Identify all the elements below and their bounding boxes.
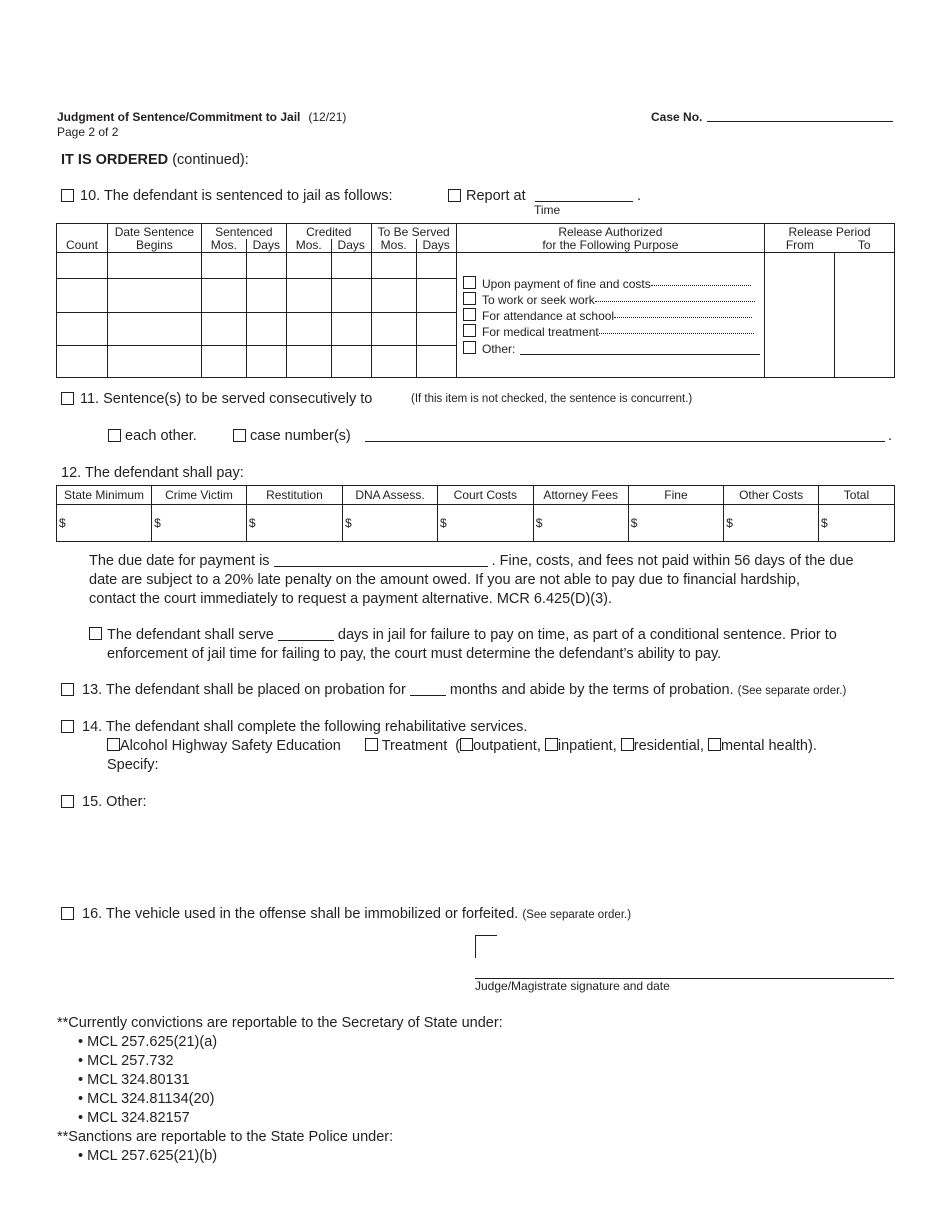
purpose-other-checkbox[interactable] xyxy=(463,341,476,354)
pay-amount-cell[interactable]: $ xyxy=(533,505,628,542)
page-number: Page 2 of 2 xyxy=(57,125,119,139)
conditional-jail-text: The defendant shall serve days in jail for failure to pay on time, as part of a conditional sentence. Prior to enforcement of jail time for failing to pay, the court must determine the defendant’s ability to pay. xyxy=(107,627,837,662)
each-other-checkbox[interactable] xyxy=(108,429,121,442)
bullet: • xyxy=(78,1091,84,1107)
mcl-reference xyxy=(57,1052,503,1071)
conditional-jail-checkbox[interactable] xyxy=(89,627,102,640)
form-title: Judgment of Sentence/Commitment to Jail (12/21) xyxy=(57,110,347,124)
pay-col-fine: Fine xyxy=(628,486,724,505)
served-mos-cell[interactable] xyxy=(371,346,416,378)
pay-amount-cell[interactable]: $ xyxy=(437,505,533,542)
served-days-cell[interactable] xyxy=(416,313,456,346)
purpose-work-checkbox[interactable] xyxy=(463,292,476,305)
due-date-paragraph: The due date for payment is . Fine, costs, and fees not paid within 56 days of the due date are subject to a 20% late penalty on the amount owed. If you are not able to pay due to financial hardship, contact the court immediately to request a payment alternative. MCR 6.425(D)(3). xyxy=(89,553,854,607)
inpatient-checkbox[interactable] xyxy=(545,738,558,751)
pay-col-attorney-fees: Attorney Fees xyxy=(533,486,628,505)
item10-checkbox[interactable] xyxy=(61,189,74,202)
purpose-other: Other: xyxy=(463,341,760,356)
signature-corner-mark xyxy=(475,935,497,936)
case-numbers-period: . xyxy=(888,428,893,444)
mental-health-checkbox[interactable] xyxy=(708,738,721,751)
pay-amount-cell[interactable]: $ xyxy=(57,505,152,542)
pay-amount-cell[interactable]: $ xyxy=(628,505,724,542)
sentenced-mos-cell[interactable] xyxy=(201,346,246,378)
item14-options: Alcohol Highway Safety Education Treatment ( outpatient, inpatient, residential, mental health). xyxy=(107,738,817,754)
sentenced-mos-cell[interactable] xyxy=(201,279,246,313)
specify-label: Specify: xyxy=(107,757,159,773)
purpose-school-checkbox[interactable] xyxy=(463,308,476,321)
count-cell[interactable] xyxy=(57,346,108,378)
sentenced-mos-cell[interactable] xyxy=(201,253,246,279)
alcohol-checkbox[interactable] xyxy=(107,738,120,751)
credited-mos-cell[interactable] xyxy=(286,279,331,313)
signature-label: Judge/Magistrate signature and date xyxy=(475,979,670,993)
date-cell[interactable] xyxy=(107,346,201,378)
item13-checkbox[interactable] xyxy=(61,683,74,696)
sentenced-mos-cell[interactable] xyxy=(201,313,246,346)
pay-amount-cell[interactable]: $ xyxy=(818,505,894,542)
purpose-medical-checkbox[interactable] xyxy=(463,324,476,337)
bullet: • xyxy=(78,1072,84,1088)
mcl-reference xyxy=(57,1090,503,1109)
pay-col-other-costs: Other Costs xyxy=(724,486,819,505)
item10-text: 10. The defendant is sentenced to jail as follows: xyxy=(80,188,393,204)
date-cell[interactable] xyxy=(107,313,201,346)
purpose-other-field[interactable] xyxy=(520,354,760,355)
mcl-text: MCL 324.81134(20) xyxy=(87,1091,215,1107)
purpose-work: To work or seek work xyxy=(463,292,755,307)
purpose-school: For attendance at school xyxy=(463,308,752,323)
item14-checkbox[interactable] xyxy=(61,720,74,733)
pay-col-restitution: Restitution xyxy=(246,486,342,505)
credited-mos-cell[interactable] xyxy=(286,313,331,346)
item13-text: 13. The defendant shall be placed on probation for months and abide by the terms of probation. (See separate order.) xyxy=(82,682,847,698)
form-date: (12/21) xyxy=(308,110,347,124)
report-at-label: Report at xyxy=(466,188,526,204)
date-cell[interactable] xyxy=(107,279,201,313)
col-sentenced: Sentenced Mos. Days xyxy=(201,224,286,253)
release-from-cell[interactable] xyxy=(765,253,835,378)
count-cell[interactable] xyxy=(57,253,108,279)
mcl-reference xyxy=(57,1071,503,1090)
case-numbers-field[interactable] xyxy=(365,441,885,442)
case-no-label: Case No. xyxy=(651,110,703,124)
sentenced-days-cell[interactable] xyxy=(246,279,286,313)
mcl-text: MCL 324.82157 xyxy=(87,1110,190,1126)
col-to-be-served: To Be Served Mos. Days xyxy=(371,224,456,253)
served-mos-cell[interactable] xyxy=(371,313,416,346)
item14-text: 14. The defendant shall complete the following rehabilitative services. xyxy=(82,719,528,735)
pay-col-state-minimum: State Minimum xyxy=(57,486,152,505)
col-release-period: Release Period From To xyxy=(765,224,895,253)
sentenced-days-cell[interactable] xyxy=(246,346,286,378)
pay-col-dna-assess: DNA Assess. xyxy=(343,486,438,505)
pay-amount-cell[interactable]: $ xyxy=(343,505,438,542)
pay-amount-cell[interactable]: $ xyxy=(724,505,819,542)
report-period: . xyxy=(637,188,642,204)
served-mos-cell[interactable] xyxy=(371,279,416,313)
bullet: • xyxy=(78,1053,84,1069)
mcl-text: MCL 257.625(21)(b) xyxy=(87,1148,218,1164)
credited-mos-cell[interactable] xyxy=(286,253,331,279)
payment-table xyxy=(56,485,895,542)
time-label: Time xyxy=(534,203,561,217)
sentenced-days-cell[interactable] xyxy=(246,253,286,279)
sentenced-days-cell[interactable] xyxy=(246,313,286,346)
release-to-cell[interactable] xyxy=(835,253,895,378)
outpatient-checkbox[interactable] xyxy=(460,738,473,751)
item15-text: 15. Other: xyxy=(82,794,147,810)
case-no-field[interactable] xyxy=(707,121,893,122)
ordered-heading: IT IS ORDERED (continued): xyxy=(61,152,249,168)
treatment-checkbox[interactable] xyxy=(365,738,378,751)
mcl-reference xyxy=(57,1033,503,1052)
case-numbers-label: case number(s) xyxy=(250,428,351,444)
each-other-label: each other. xyxy=(125,428,197,444)
sos-title: **Currently convictions are reportable to the Secretary of State under: xyxy=(57,1015,503,1031)
col-release-authorized: Release Authorized for the Following Purpose xyxy=(456,224,764,253)
jail-days-field[interactable] xyxy=(278,640,334,641)
bullet: • xyxy=(78,1148,84,1164)
credited-days-cell[interactable] xyxy=(331,313,371,346)
mcl-text: MCL 257.625(21)(a) xyxy=(87,1034,218,1050)
served-days-cell[interactable] xyxy=(416,346,456,378)
mcl-reference xyxy=(57,1147,503,1166)
pay-col-total: Total xyxy=(818,486,894,505)
credited-days-cell[interactable] xyxy=(331,346,371,378)
bullet: • xyxy=(78,1110,84,1126)
item12-text: 12. The defendant shall pay: xyxy=(61,465,244,481)
item11-note: (If this item is not checked, the sentence is concurrent.) xyxy=(411,393,693,405)
credited-days-cell[interactable] xyxy=(331,253,371,279)
mcl-text: MCL 324.80131 xyxy=(87,1072,190,1088)
served-days-cell[interactable] xyxy=(416,279,456,313)
item16-checkbox[interactable] xyxy=(61,907,74,920)
probation-months-field[interactable] xyxy=(410,695,446,696)
pay-amount-cell[interactable]: $ xyxy=(152,505,247,542)
purpose-medical: For medical treatment xyxy=(463,324,754,339)
count-cell[interactable] xyxy=(57,313,108,346)
credited-days-cell[interactable] xyxy=(331,279,371,313)
due-date-field[interactable] xyxy=(274,566,488,567)
bullet: • xyxy=(78,1034,84,1050)
report-at-checkbox[interactable] xyxy=(448,189,461,202)
col-count: Count xyxy=(57,224,108,253)
case-numbers-checkbox[interactable] xyxy=(233,429,246,442)
mcl-reference xyxy=(57,1109,503,1128)
footnotes xyxy=(57,1014,503,1166)
item16-text: 16. The vehicle used in the offense shall be immobilized or forfeited. (See separate order.) xyxy=(82,906,632,922)
served-mos-cell[interactable] xyxy=(371,253,416,279)
pay-amount-cell[interactable]: $ xyxy=(246,505,342,542)
pay-col-crime-victim: Crime Victim xyxy=(152,486,247,505)
report-time-field[interactable] xyxy=(535,201,633,202)
purpose-fine-checkbox[interactable] xyxy=(463,276,476,289)
col-credited: Credited Mos. Days xyxy=(286,224,371,253)
count-cell[interactable] xyxy=(57,279,108,313)
release-purpose-list xyxy=(463,276,763,366)
item15-checkbox[interactable] xyxy=(61,795,74,808)
signature-corner-mark xyxy=(475,935,476,958)
col-date-begins: Date Sentence Begins xyxy=(107,224,201,253)
date-cell[interactable] xyxy=(107,253,201,279)
item11-checkbox[interactable] xyxy=(61,392,74,405)
police-title: **Sanctions are reportable to the State Police under: xyxy=(57,1129,394,1145)
purpose-fine: Upon payment of fine and costs xyxy=(463,276,751,291)
credited-mos-cell[interactable] xyxy=(286,346,331,378)
served-days-cell[interactable] xyxy=(416,253,456,279)
mcl-text: MCL 257.732 xyxy=(87,1053,174,1069)
item11-text: 11. Sentence(s) to be served consecutively to xyxy=(80,391,373,407)
pay-col-court-costs: Court Costs xyxy=(437,486,533,505)
residential-checkbox[interactable] xyxy=(621,738,634,751)
